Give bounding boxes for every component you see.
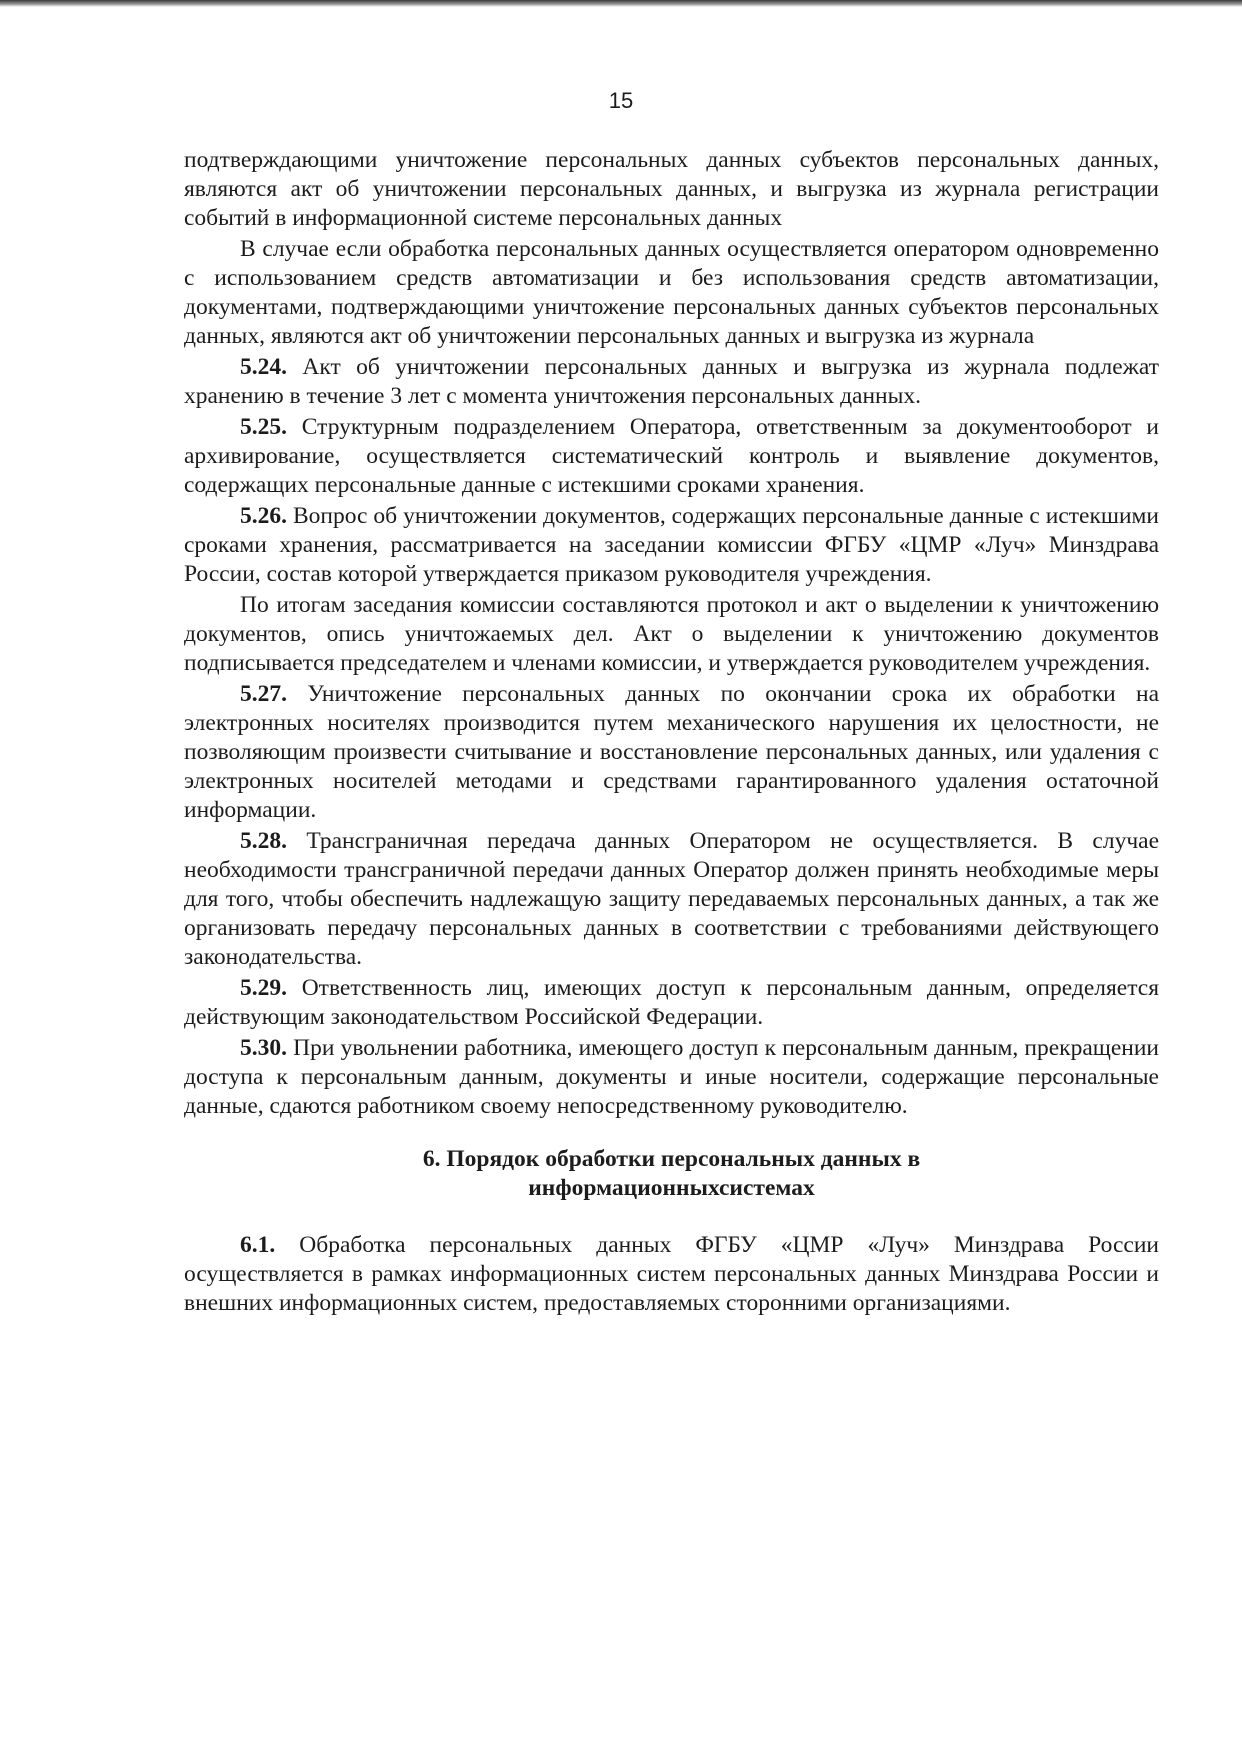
paragraph [184, 146, 1159, 233]
clause-number: 5.28. [240, 828, 287, 854]
paragraph-text: В случае если обработка персональных данных осуществляется оператором одновременно с использованием средств автоматизации и без использования средств автоматизации, документами, подтверждающими уничтожение персональных данных субъектов персональных данных, являются акт об уничтожении персональных данных и выгрузка из журнала [184, 236, 1159, 349]
paragraph-text: Вопрос об уничтожении документов, содержащих персональные данные с истекшими сроками хранения, рассматривается на заседании комиссии ФГБУ «ЦМР «Луч» Минздрава России, состав которой утверждается приказом руководителя учреждения. [184, 503, 1160, 587]
document-body [184, 146, 1159, 1318]
scan-top-edge [0, 0, 1242, 7]
paragraph [184, 1231, 1159, 1318]
paragraph-text: По итогам заседания комиссии составляются протокол и акт о выделении к уничтожению документов, опись уничтожаемых дел. Акт о выделении к уничтожению документов подписывается председателем и членами комиссии, и утверждается руководителем учреждения. [184, 592, 1159, 676]
paragraph [184, 827, 1159, 972]
paragraph [184, 1034, 1159, 1121]
paragraph-text: Акт об уничтожении персональных данных и выгрузка из журнала подлежат хранению в течение 3 лет с момента уничтожения персональных данных. [184, 354, 1160, 409]
paragraph [184, 591, 1159, 678]
clause-number: 6.1. [240, 1232, 276, 1258]
paragraph [184, 502, 1159, 589]
section-6-paragraphs [184, 1231, 1159, 1318]
section-heading [184, 1145, 1159, 1203]
clause-number: 5.30. [240, 1035, 287, 1061]
clause-number: 5.26. [240, 503, 287, 529]
page-number: 15 [608, 88, 634, 113]
section-5-paragraphs [184, 146, 1159, 1121]
paragraph-text: подтверждающими уничтожение персональных данных субъектов персональных данных, являются акт об уничтожении персональных данных, и выгрузка из журнала регистрации событий в информационной системе персональных данных [184, 147, 1159, 231]
paragraph-text: Уничтожение персональных данных по окончании срока их обработки на электронных носителях производится путем механического нарушения их целостности, не позволяющим произвести считывание и восстановление персональных данных, или удаления с электронных носителей методами и средствами гарантированного удаления остаточной информации. [184, 681, 1160, 823]
paragraph-text: Обработка персональных данных ФГБУ «ЦМР «Луч» Минздрава России осуществляется в рамках информационных систем персональных данных Минздрава России и внешних информационных систем, предоставляемых сторонними организациями. [184, 1232, 1160, 1316]
section-heading-line-2: информационныхсистемах [528, 1175, 815, 1201]
paragraph [184, 974, 1159, 1032]
paragraph-text: Структурным подразделением Оператора, ответственным за документооборот и архивирование, осуществляется систематический контроль и выявление документов, содержащих персональные данные с истекшими сроками хранения. [184, 414, 1159, 498]
paragraph-text: При увольнении работника, имеющего доступ к персональным данным, прекращении доступа к персональным данным, документы и иные носители, содержащие персональные данные, сдаются работником своему непосредственному руководителю. [184, 1035, 1160, 1119]
paragraph [184, 413, 1159, 500]
paragraph [184, 353, 1159, 411]
paragraph-text: Ответственность лиц, имеющих доступ к персональным данным, определяется действующим законодательством Российской Федерации. [184, 975, 1160, 1030]
clause-number: 5.29. [240, 975, 287, 1001]
paragraph [184, 235, 1159, 351]
clause-number: 5.24. [240, 354, 287, 380]
paragraph [184, 680, 1159, 825]
clause-number: 5.27. [240, 681, 287, 707]
section-heading-line-1: 6. Порядок обработки персональных данных в [422, 1146, 921, 1172]
paragraph-text: Трансграничная передача данных Оператором не осуществляется. В случае необходимости трансграничной передачи данных Оператор должен принять необходимые меры для того, чтобы обеспечить надлежащую защиту передаваемых персональных данных, а так же организовать передачу персональных данных в соответствии с требованиями действующего законодательства. [184, 828, 1160, 970]
clause-number: 5.25. [240, 414, 287, 440]
